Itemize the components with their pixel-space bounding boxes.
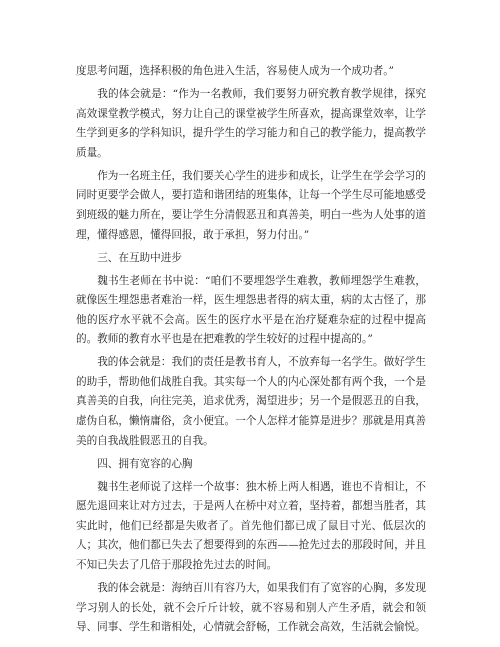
paragraph-quote-difficult-students: 魏书生老师在书中说：“咱们不要埋怨学生难教，教师埋怨学生难教，就像医生埋怨患者难治一样，医生埋怨患者得的病太重，病的太古怪了，那他的医疗水平就不会高。医生的医疗水平是在治疗疑难杂症的过程中提高的。教师的教育水平也是在把难教的学生较好的过程中提高的。” — [76, 274, 426, 346]
section-heading-mutual-progress: 三、在互助中进步 — [97, 251, 182, 264]
section-heading-tolerance: 四、拥有宽容的心胸 — [97, 457, 193, 470]
paragraph-reflection-self: 我的体会就是：我们的责任是教书育人，不放弃每一名学生。做好学生的助手，帮助他们战胜自我。其实每一个人的内心深处都有两个我，一个是真善美的自我，向往完美，追求优秀，渴望进步；另一个是假恶丑的自我，虚伪自私，懒惰庸俗，贪小便宜。一个人怎样才能算是进步？那就是用真善美的自我战胜假恶丑的自我。 — [76, 356, 426, 447]
paragraph-reflection-tolerance: 我的体会就是：海纳百川有容乃大，如果我们有了宽容的心胸，多发现学习别人的长处，就不会斤斤计较，就不容易和别人产生矛盾，就会和领导、同事、学生和谐相处，心情就会舒畅，工作就会高效，生活就会愉悦。 — [76, 581, 426, 634]
paragraph-continuation: 度思考问题，选择积极的角色进入生活，容易使人成为一个成功者。” — [76, 65, 394, 77]
paragraph-teacher-reflection: 我的体会就是：“作为一名教师，我们要努力研究教育教学规律，探究高效课堂教学模式，努力让自己的课堂被学生所喜欢，提高课堂效率，让学生学到更多的学科知识，提升学生的学习能力和自己的教学能力，提高教学质量。 — [76, 87, 426, 159]
paragraph-bridge-story: 魏书生老师说了这样一个故事：独木桥上两人相遇，谁也不肯相让，不愿先退回来让对方过去，于是两人在桥中对立着，坚持着，都想当胜者，其实此时，他们已经都是失败者了。首先他们都已成了鼠目寸光、低层次的人；其次，他们都已失去了想要得到的东西——抢先过去的那段时间，并且不知已失去了几倍于那段抢先过去的时间。 — [76, 480, 426, 571]
paragraph-class-teacher-reflection: 作为一名班主任，我们要关心学生的进步和成长，让学生在学会学习的同时更要学会做人，要打造和谐团结的班集体，让每一个学生尽可能地感受到班级的魅力所在，要让学生分清假恶丑和真善美，明白一些为人处事的道理，懂得感恩，懂得回报，敢于承担，努力付出。” — [76, 169, 426, 241]
document-body — [76, 62, 426, 641]
